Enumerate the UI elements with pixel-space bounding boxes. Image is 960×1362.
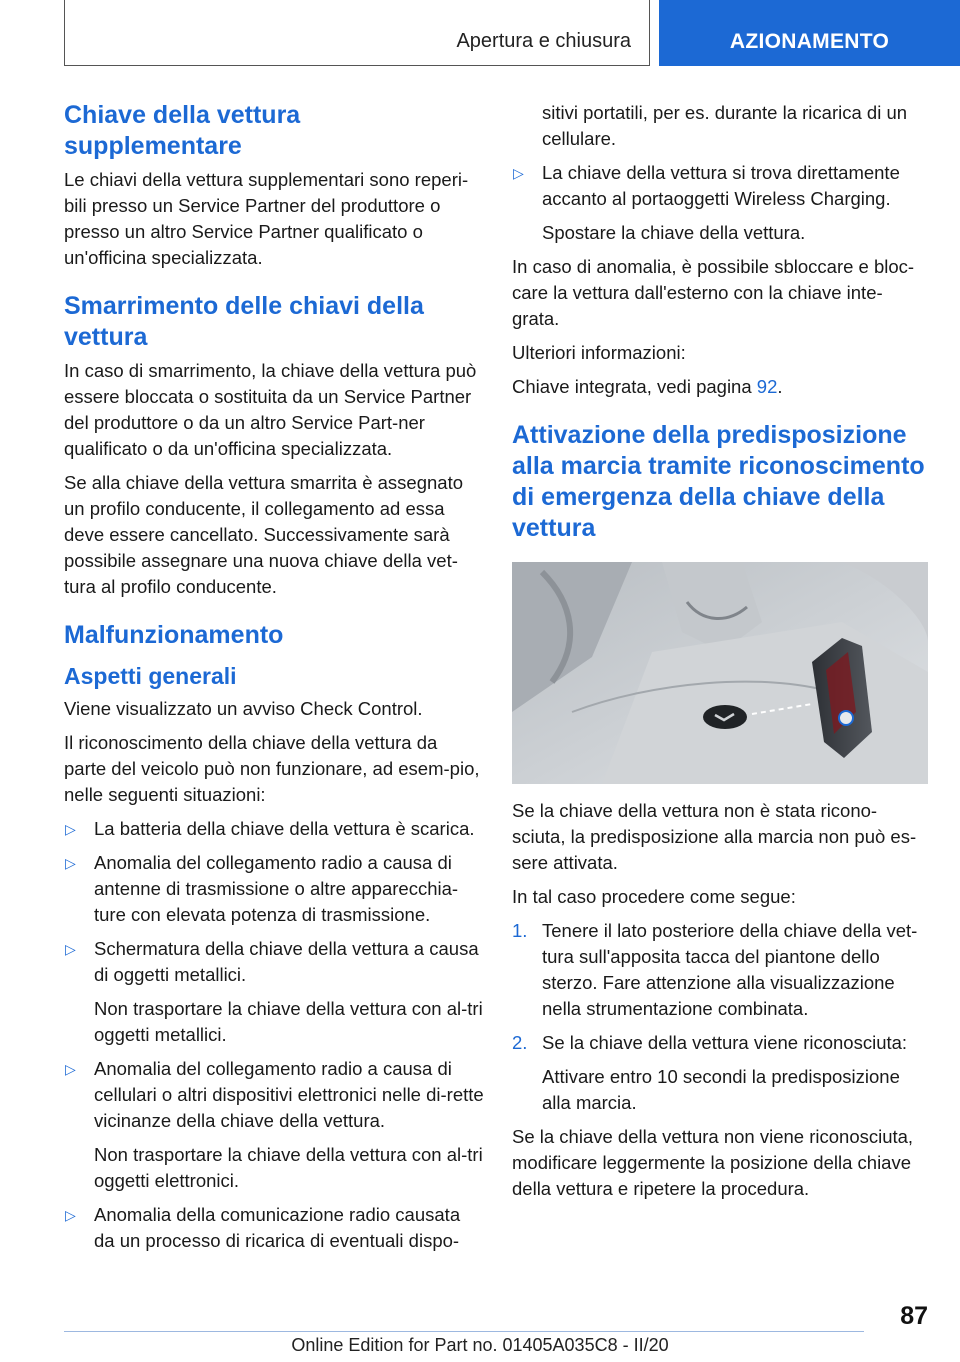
paragraph-lost-keys-1: In caso di smarrimento, la chiave della vettura può essere bloccata o sostituita da un Service Partner del produttore o da un altro Service Part-ner qualificato o da un'officina specializzata. xyxy=(64,360,477,459)
step-number: 1. xyxy=(512,920,528,941)
page-link[interactable]: 92 xyxy=(756,376,778,397)
paragraph-not-recognized: Se la chiave della vettura non è stata ricono-sciuta, la predisposizione alla marcia non può es-sere attivata. xyxy=(512,800,917,873)
heading-emergency-recognition: Attivazione della predisposizione alla marcia tramite riconoscimento di emergenza della chiave della vettura xyxy=(512,421,925,542)
list-item: ▷ Schermatura della chiave della vettura a causa di oggetti metallici. Non trasportare la chiave della vettura con al-tri oggetti metallici. xyxy=(64,936,484,1048)
list-item-continuation: sitivi portatili, per es. durante la ricarica di un cellulare. xyxy=(542,102,908,149)
list-item: ▷ Anomalia della comunicazione radio causata da un processo di ricarica di eventuali dispo- xyxy=(65,1204,461,1251)
list-item-note: Non trasportare la chiave della vettura con al-tri oggetti elettronici. xyxy=(94,1144,483,1191)
paragraph-proceed: In tal caso procedere come segue: xyxy=(512,886,796,907)
malfunction-list xyxy=(64,816,484,1254)
steering-column-key-illustration xyxy=(512,562,928,784)
bullet-triangle-icon: ▷ xyxy=(65,821,76,837)
heading-lost-keys: Smarrimento delle chiavi della vettura xyxy=(64,292,424,351)
list-item: ▷ La chiave della vettura si trova direttamente accanto al portaoggetti Wireless Charging. Spostare la chiave della vettura. xyxy=(512,160,928,246)
list-item: 1. Tenere il lato posteriore della chiave della vet-tura sull'apposita tacca del piantone dello sterzo. Fare attenzione alla visualizzazione nella strumentazione combinata. xyxy=(512,920,918,1019)
footer-edition: Online Edition for Part no. 01405A035C8 - II/20 xyxy=(291,1335,669,1355)
paragraph-check-control: Viene visualizzato un avviso Check Control. xyxy=(64,698,423,719)
heading-general-aspects: Aspetti generali xyxy=(64,663,237,689)
paragraph-reference: Chiave integrata, vedi pagina 92. xyxy=(512,376,783,397)
bullet-triangle-icon: ▷ xyxy=(65,941,76,957)
header-section-box xyxy=(64,0,650,66)
footer-divider xyxy=(64,1331,864,1332)
chapter-tab[interactable] xyxy=(659,0,960,66)
list-item-note: Non trasportare la chiave della vettura con al-tri oggetti metallici. xyxy=(94,998,483,1045)
chapter-title: AZIONAMENTO xyxy=(729,30,890,53)
procedure-steps xyxy=(512,918,928,1116)
list-item-note: Spostare la chiave della vettura. xyxy=(542,222,806,243)
list-item: ▷ Anomalia del collegamento radio a causa di antenne di trasmissione o altre apparecchia-ture con elevata potenza di trasmissione. xyxy=(65,852,459,925)
step-number: 2. xyxy=(512,1032,528,1053)
section-title: Apertura e chiusura xyxy=(456,30,631,52)
paragraph-lost-keys-2: Se alla chiave della vettura smarrita è assegnato un profilo conducente, il collegamento ad essa deve essere cancellato. Successivamente sarà possibile assegnare una nuova chiave della vet-tura al profilo conducente. xyxy=(64,472,463,597)
left-column xyxy=(64,100,484,1262)
heading-spare-keys: Chiave della vettura supplementare xyxy=(64,101,301,160)
paragraph-recognition: Il riconoscimento della chiave della vettura da parte del veicolo può non funzionare, ad esem-pio, nelle seguenti situazioni: xyxy=(64,732,480,805)
right-column xyxy=(512,100,928,1210)
heading-malfunction: Malfunzionamento xyxy=(64,621,284,649)
bullet-triangle-icon: ▷ xyxy=(65,855,76,871)
paragraph-anomaly: In caso di anomalia, è possibile sbloccare e bloc-care la vettura dall'esterno con la chiave inte-grata. xyxy=(512,256,915,329)
paragraph-more-info: Ulteriori informazioni: xyxy=(512,342,686,363)
page-number: 87 xyxy=(900,1302,928,1330)
list-item: ▷ La batteria della chiave della vettura è scarica. xyxy=(64,816,484,842)
list-item-note: Attivare entro 10 secondi la predisposizione alla marcia. xyxy=(542,1066,900,1113)
bullet-triangle-icon: ▷ xyxy=(65,1207,76,1223)
malfunction-list-continued xyxy=(512,160,928,246)
bullet-triangle-icon: ▷ xyxy=(513,165,524,181)
paragraph-spare-keys: Le chiavi della vettura supplementari sono reperi-bili presso un Service Partner del produttore o presso un altro Service Partner qualificato o un'officina specializzata. xyxy=(64,169,469,268)
list-item: 2. Se la chiave della vettura viene riconosciuta: Attivare entro 10 secondi la predisposizione alla marcia. xyxy=(512,1030,928,1116)
bullet-triangle-icon: ▷ xyxy=(65,1061,76,1077)
list-item: ▷ Anomalia del collegamento radio a causa di cellulari o altri dispositivi elettronici nelle di-rette vicinanze della chiave della vettura. Non trasportare la chiave della vettura con al-tri oggetti elettronici. xyxy=(64,1056,484,1194)
paragraph-retry: Se la chiave della vettura non viene riconosciuta, modificare leggermente la posizione della chiave della vettura e ripetere la procedura. xyxy=(512,1126,914,1199)
